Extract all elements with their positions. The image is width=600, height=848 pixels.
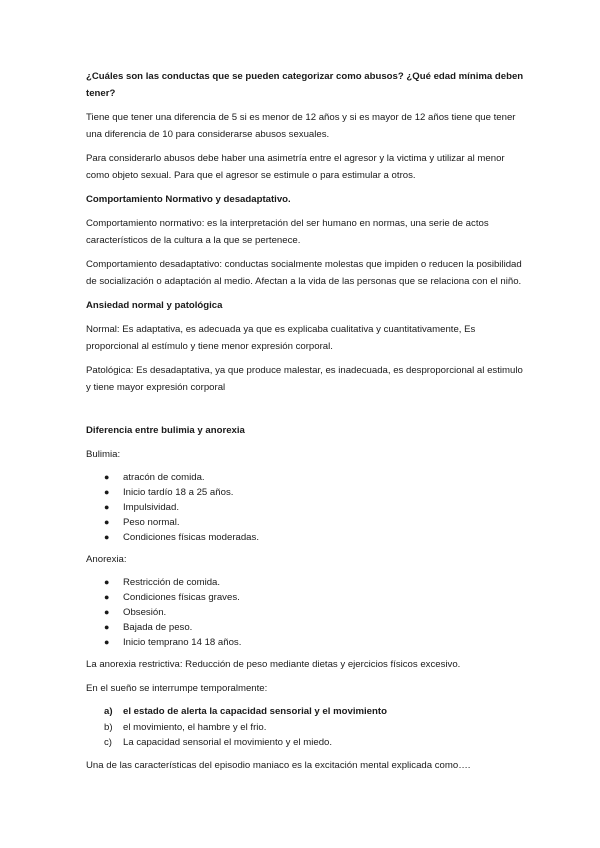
list-item: ● Inicio temprano 14 18 años. xyxy=(104,637,242,648)
document-body xyxy=(86,68,526,781)
bullet-icon: ● xyxy=(104,637,110,647)
list-item: ● Condiciones físicas moderadas. xyxy=(104,532,259,543)
heading-ansiedad: Ansiedad normal y patológica xyxy=(86,300,223,311)
option-b: b) el movimiento, el hambre y el frio. xyxy=(86,720,526,736)
list-item: ● Inicio tardío 18 a 25 años. xyxy=(104,487,234,498)
paragraph-normal: Normal: Es adaptativa, es adecuada ya que es explicaba cualitativa y cuantitativamente, Es proporcional al estímulo y tiene menor expresión corporal. xyxy=(86,324,476,352)
option-c: c) La capacidad sensorial el movimiento y el miedo. xyxy=(86,735,526,751)
bulimia-list xyxy=(86,470,526,545)
list-item: ● Restricción de comida. xyxy=(104,577,221,588)
paragraph-normativo: Comportamiento normativo: es la interpretación del ser humano en normas, una serie de actos característicos de la cultura a la que se pertenece. xyxy=(86,218,489,246)
option-marker: b) xyxy=(104,721,113,733)
bullet-icon: ● xyxy=(104,502,110,512)
bullet-icon: ● xyxy=(104,487,110,497)
paragraph-anorexia-restrictiva: La anorexia restrictiva: Reducción de peso mediante dietas y ejercicios físicos excesivo. xyxy=(86,659,461,670)
bullet-icon: ● xyxy=(104,577,110,587)
list-item: ● Bajada de peso. xyxy=(104,622,193,633)
paragraph-sueno: En el sueño se interrumpe temporalmente: xyxy=(86,683,268,694)
anorexia-list xyxy=(86,575,526,650)
bullet-icon: ● xyxy=(104,607,110,617)
list-item: ● Obsesión. xyxy=(104,607,167,618)
list-item: ● Condiciones físicas graves. xyxy=(104,592,240,603)
bullet-icon: ● xyxy=(104,472,110,482)
blank-line xyxy=(86,403,526,422)
option-marker: a) xyxy=(104,706,113,717)
question-heading: ¿Cuáles son las conductas que se pueden categorizar como abusos? ¿Qué edad mínima deben tener? xyxy=(86,71,524,99)
list-item: ● Peso normal. xyxy=(104,517,180,528)
answer-options xyxy=(86,704,526,751)
paragraph-desadaptativo: Comportamiento desadaptativo: conductas socialmente molestas que impiden o reducen la posibilidad de socialización o adaptación al medio. Afectan a la vida de las personas que se relaciona con el niño. xyxy=(86,259,522,287)
list-item: ● Impulsividad. xyxy=(104,502,179,513)
bullet-icon: ● xyxy=(104,532,110,542)
paragraph-age-difference: Tiene que tener una diferencia de 5 si es menor de 12 años y si es mayor de 12 años tiene que tener una diferencia de 10 para considerarse abusos sexuales. xyxy=(86,112,516,140)
bullet-icon: ● xyxy=(104,592,110,602)
bullet-icon: ● xyxy=(104,517,110,527)
paragraph-asymmetry: Para considerarlo abusos debe haber una asimetría entre el agresor y la victima y utilizar al menor como objeto sexual. Para que el agresor se estimule o para estimular a otros. xyxy=(86,153,505,181)
label-bulimia: Bulimia: xyxy=(86,449,121,460)
paragraph-episodio-maniaco: Una de las características del episodio maniaco es la excitación mental explicada como…. xyxy=(86,759,471,771)
heading-diferencia: Diferencia entre bulimia y anorexia xyxy=(86,425,245,436)
label-anorexia: Anorexia: xyxy=(86,554,127,565)
heading-comportamiento: Comportamiento Normativo y desadaptativo. xyxy=(86,194,291,205)
paragraph-patologica: Patológica: Es desadaptativa, ya que produce malestar, es inadecuada, es desproporcional al estimulo y tiene mayor expresión corporal xyxy=(86,365,523,393)
option-a: a) el estado de alerta la capacidad sensorial y el movimiento xyxy=(86,704,526,720)
option-marker: c) xyxy=(104,737,112,748)
list-item: ● atracón de comida. xyxy=(104,472,205,483)
bullet-icon: ● xyxy=(104,622,110,632)
